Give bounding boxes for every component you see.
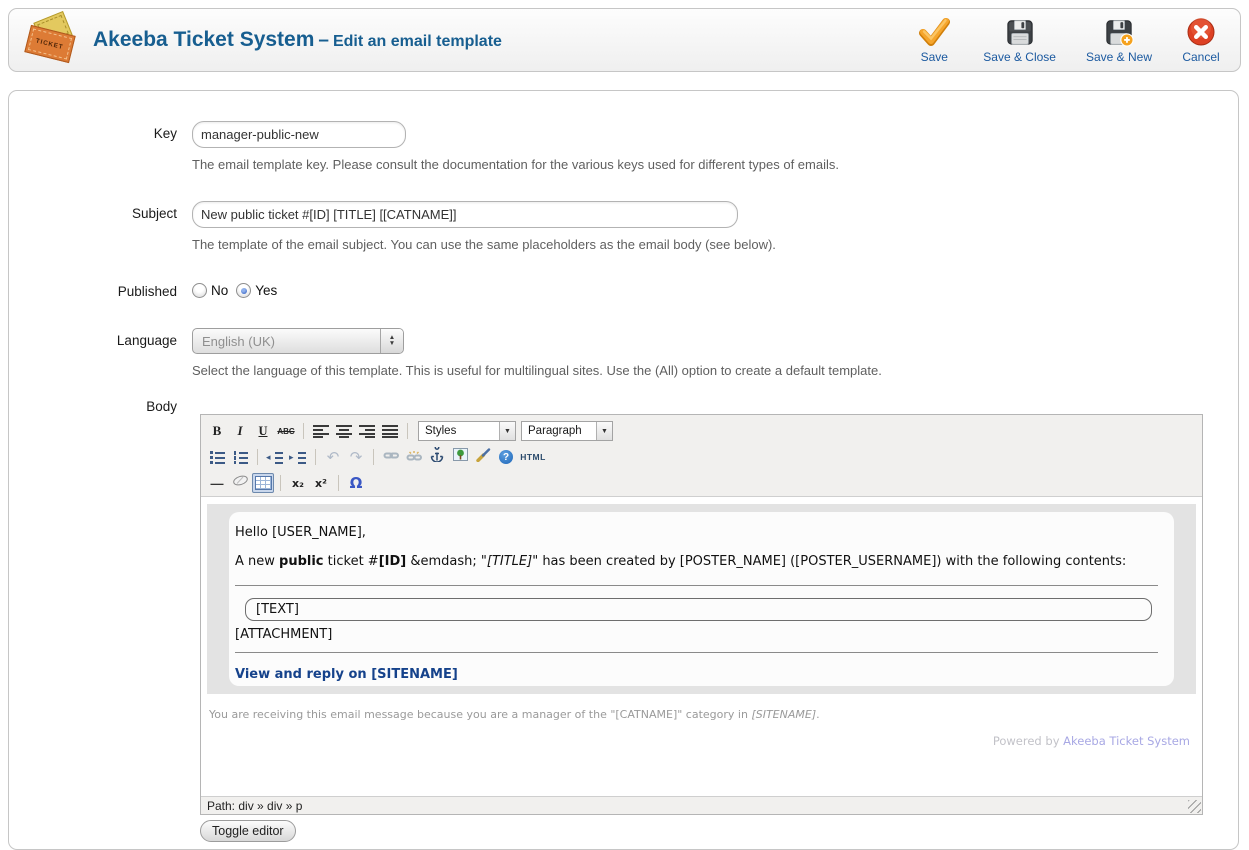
floppy-disk-plus-icon [1104, 17, 1134, 47]
anchor-icon [429, 447, 445, 467]
save-close-button[interactable] [983, 17, 1056, 64]
language-select-value: English (UK) [202, 333, 275, 349]
underline-button[interactable] [252, 421, 274, 441]
floppy-disk-icon [1005, 17, 1035, 47]
subject-help-text: The template of the email subject. You can use the same placeholders as the email body (see below). [192, 237, 776, 252]
published-yes-radio[interactable] [236, 283, 251, 298]
email-intro-line: A new public ticket #[ID] &emdash; "[TITLE]" has been created by [POSTER_NAME] ([POSTER_USERNAME]) with the following contents: [235, 554, 1127, 569]
published-label: Published [117, 284, 177, 299]
subject-input[interactable] [192, 201, 738, 228]
key-help-text: The email template key. Please consult the documentation for the various keys used for different types of emails. [192, 157, 839, 172]
image-button[interactable] [449, 447, 471, 467]
language-row [9, 328, 1238, 378]
numbered-list-icon [233, 451, 248, 464]
strikethrough-button[interactable] [275, 421, 297, 441]
styles-dropdown-value: Styles [425, 425, 457, 437]
format-dropdown-value: Paragraph [528, 425, 582, 437]
language-label: Language [116, 333, 177, 348]
subject-label: Subject [131, 206, 177, 221]
numbered-list-button[interactable] [229, 447, 251, 467]
table-grid-icon [255, 476, 272, 490]
align-justify-button[interactable] [379, 421, 401, 441]
page-title [93, 28, 502, 52]
email-template-wrapper [207, 504, 1196, 694]
email-greeting: Hello [USER_NAME], [235, 525, 366, 540]
visual-aid-button[interactable] [252, 473, 274, 493]
unlink-icon [406, 447, 422, 468]
email-attachment-placeholder: [ATTACHMENT] [235, 627, 333, 642]
horizontal-rule-button[interactable] [206, 473, 228, 493]
align-justify-icon [382, 425, 398, 438]
subject-row [9, 201, 1238, 252]
bold-button[interactable] [206, 421, 228, 441]
toggle-editor-button[interactable]: Toggle editor [200, 820, 296, 842]
link-icon [383, 447, 399, 468]
italic-button[interactable] [229, 421, 251, 441]
eraser-icon [232, 474, 249, 492]
ticket-logo-text: TICKET [35, 37, 65, 51]
resize-handle-icon[interactable] [1188, 800, 1201, 813]
editor-toolbar-row1 [201, 415, 1202, 444]
body-label: Body [146, 399, 177, 414]
cancel-button[interactable] [1182, 17, 1220, 64]
cancel-x-icon [1186, 17, 1216, 47]
redo-icon: ↷ [349, 447, 363, 466]
email-text-placeholder-box: [TEXT] [245, 598, 1152, 621]
dropdown-arrow-icon: ▼ [499, 422, 515, 440]
special-char-button[interactable] [345, 473, 367, 493]
cleanup-brush-icon [476, 448, 491, 467]
email-template-card [229, 512, 1174, 686]
bold-icon: B [212, 423, 222, 438]
align-right-icon [359, 425, 375, 438]
select-stepper-icon: ▲ ▼ [380, 329, 403, 353]
undo-icon: ↶ [326, 447, 340, 466]
superscript-button[interactable] [310, 473, 332, 493]
published-yes-label[interactable]: Yes [255, 283, 278, 298]
align-left-button[interactable] [310, 421, 332, 441]
image-icon [453, 448, 468, 466]
remove-format-button[interactable] [229, 473, 251, 493]
element-path: Path: div » div » p [207, 798, 303, 813]
editor-path-bar [201, 796, 1202, 814]
key-row [9, 121, 1238, 172]
outdent-icon: ◂ [267, 451, 283, 464]
outdent-button[interactable] [264, 447, 286, 467]
page-header [8, 8, 1241, 72]
indent-button[interactable] [287, 447, 309, 467]
language-help-text: Select the language of this template. This is useful for multilingual sites. Use the (All) option to create a default template. [192, 363, 882, 378]
align-right-button[interactable] [356, 421, 378, 441]
save-new-button[interactable] [1086, 17, 1152, 64]
email-divider [235, 652, 1158, 653]
align-center-button[interactable] [333, 421, 355, 441]
save-label: Save [920, 49, 948, 64]
cancel-label: Cancel [1182, 49, 1220, 64]
powered-by-note: Powered by Akeeba Ticket System [992, 734, 1190, 748]
app-title: Akeeba Ticket System [93, 28, 315, 51]
email-divider [235, 585, 1158, 586]
omega-icon: Ω [349, 473, 363, 492]
subscript-icon: x₂ [292, 476, 304, 490]
html-source-button[interactable] [518, 447, 548, 467]
edit-template-form [8, 90, 1239, 850]
html-icon: HTML [520, 452, 546, 462]
underline-icon: U [258, 423, 268, 438]
indent-icon: ▸ [290, 451, 306, 464]
align-left-icon [313, 425, 329, 438]
redo-button[interactable] [345, 447, 367, 467]
editor-toolbar-row3 [201, 470, 1202, 496]
powered-by-link[interactable]: Akeeba Ticket System [1063, 734, 1190, 748]
key-input[interactable] [192, 121, 406, 148]
editor-content-area[interactable] [201, 496, 1202, 796]
save-button[interactable] [915, 17, 953, 64]
italic-icon: I [237, 423, 243, 438]
bullet-list-button[interactable] [206, 447, 228, 467]
save-close-label: Save & Close [983, 49, 1056, 64]
format-dropdown[interactable] [521, 421, 613, 441]
published-no-label[interactable]: No [211, 283, 229, 298]
help-icon: ? [499, 450, 513, 464]
editor-toolbar-row2 [201, 444, 1202, 470]
published-no-radio[interactable] [192, 283, 207, 298]
unlink-button[interactable] [403, 447, 425, 467]
hr-icon: — [210, 475, 224, 491]
published-row [9, 279, 1238, 299]
styles-dropdown[interactable] [418, 421, 516, 441]
email-cta-link: View and reply on [SITENAME] [235, 667, 458, 682]
language-select[interactable] [192, 328, 404, 354]
save-new-label: Save & New [1085, 49, 1152, 64]
key-label: Key [153, 126, 177, 141]
editor-help-button[interactable] [495, 447, 517, 467]
title-separator: – [318, 30, 329, 51]
subscript-button[interactable] [287, 473, 309, 493]
link-button[interactable] [380, 447, 402, 467]
check-icon [917, 17, 951, 47]
cleanup-button[interactable] [472, 447, 494, 467]
strikethrough-icon: ABC [277, 426, 295, 436]
action-toolbar [915, 17, 1240, 64]
dropdown-arrow-icon: ▼ [596, 422, 612, 440]
anchor-button[interactable] [426, 447, 448, 467]
body-row [9, 394, 1238, 414]
page-subtitle: Edit an email template [332, 33, 502, 50]
email-footer-note: You are receiving this email message because you are a manager of the "[CATNAME]" category in [SITENAME]. [209, 708, 820, 721]
superscript-icon: x² [315, 476, 327, 490]
wysiwyg-editor [200, 414, 1203, 815]
undo-button[interactable] [322, 447, 344, 467]
bullet-list-icon [210, 451, 225, 464]
align-center-icon [336, 425, 352, 438]
akeeba-ticket-logo-icon [23, 14, 79, 66]
